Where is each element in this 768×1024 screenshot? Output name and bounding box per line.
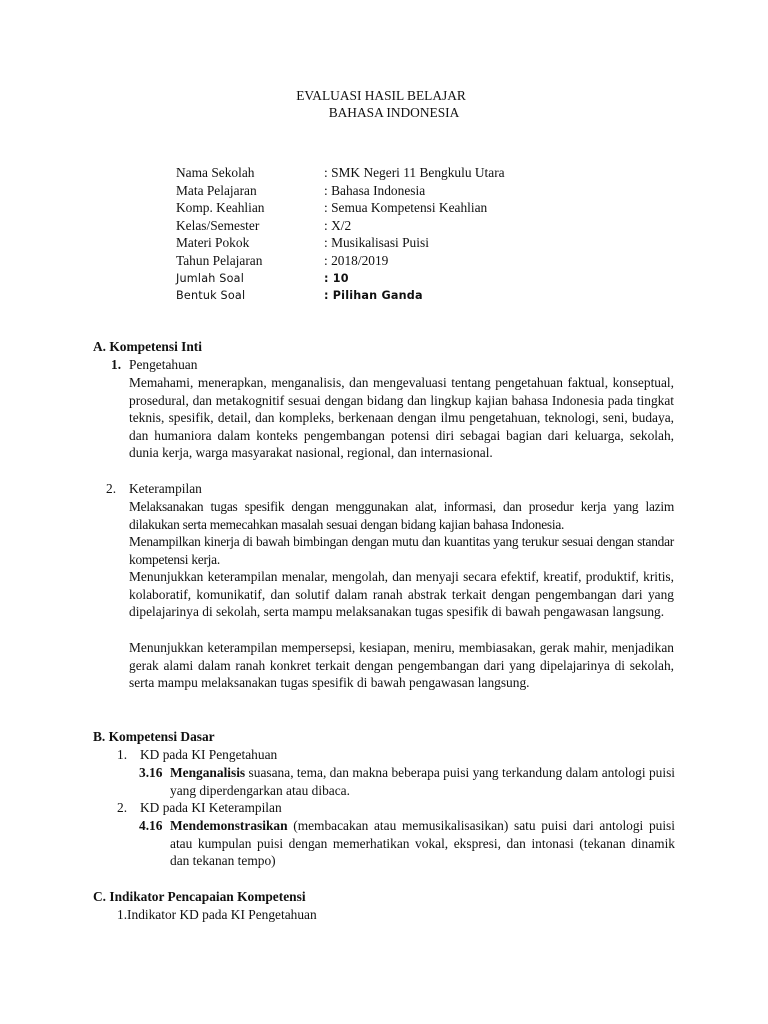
info-value: : Bahasa Indonesia [324,182,426,198]
info-label: Bentuk Soal [176,289,246,303]
kd-4-16-text [170,817,675,870]
kd-3-16-verb: Menganalisis [170,765,246,780]
info-label: Tahun Pelajaran [176,252,263,268]
kd-3-16-text [170,764,675,799]
kd-4-16-verb: Mendemonstrasikan [170,818,288,833]
section-a-heading: A. Kompetensi Inti [93,339,202,354]
info-value: : Musikalisasi Puisi [324,235,429,251]
kd-3-16-number: 3.16 [139,765,163,780]
info-row [176,287,505,305]
section-a-item2-number: 2. [106,481,117,496]
info-row [176,199,505,217]
section-b-item2-number: 2. [117,800,128,815]
info-row [176,270,505,288]
info-row [176,252,505,270]
keterampilan-paragraph-3: Menunjukkan keterampilan menalar, mengolah, dan menyaji secara efektif, kreatif, produktif, kritis, kolaboratif, komunikatif, dan solutif dalam ranah abstrak terkait dengan pengembangan dari yang dipelajarinya di sekolah, serta mampu melaksanakan tugas spesifik di bawah pengawasan langsung. [129,569,674,620]
document-subtitle: BAHASA INDONESIA [328,105,460,120]
info-value: : Pilihan Ganda [324,289,423,303]
info-label: Jumlah Soal [176,271,245,285]
section-a-item1-title: Pengetahuan [129,357,198,372]
info-value: : SMK Negeri 11 Bengkulu Utara [324,165,505,180]
kd-4-16-description: (membacakan atau memusikalisasikan) satu puisi dari antologi puisi atau kumpulan puisi dengan memerhatikan vokal, ekspresi, dan intonasi (tekanan dinamik dan tekanan tempo) [170,818,675,869]
pengetahuan-paragraph: Memahami, menerapkan, menganalisis, dan mengevaluasi tentang pengetahuan faktual, konseptual, prosedural, dan metakognitif sesuai dengan bidang dan lingkup kajian bahasa Indonesia pada tingkat teknis, spesifik, detail, dan kompleks, berkenaan dengan ilmu pengetahuan, teknologi, seni, budaya, dan humaniora dalam konteks pengembangan potensi diri sebagai bagian dari keluarga, sekolah, dunia kerja, warga masyarakat nasional, regional, dan internasional. [129,375,674,461]
section-b-heading: B. Kompetensi Dasar [93,729,215,744]
info-value: : X/2 [324,217,352,233]
kd-3-16-description: suasana, tema, dan makna beberapa puisi yang terkandung dalam antologi puisi yang diperdengarkan atau dibaca. [170,765,675,798]
info-value: : Semua Kompetensi Keahlian [324,200,488,216]
info-row [176,234,505,252]
info-label: Nama Sekolah [176,165,255,180]
section-c-heading: C. Indikator Pencapaian Kompetensi [93,889,306,904]
section-b-item2-title: KD pada KI Keterampilan [140,800,282,815]
info-label: Komp. Keahlian [176,200,265,216]
keterampilan-paragraph-1: Melaksanakan tugas spesifik dengan menggunakan alat, informasi, dan prosedur kerja yang lazim dilakukan serta memecahkan masalah sesuai dengan bidang kajian bahasa Indonesia. [129,499,674,532]
keterampilan-paragraph-2: Menampilkan kinerja di bawah bimbingan dengan mutu dan kuantitas yang terukur sesuai dengan standar kompetensi kerja. [129,534,674,567]
info-label: Kelas/Semester [176,217,260,233]
info-row [176,182,505,200]
section-a-item2-title: Keterampilan [129,481,202,496]
kd-4-16-number: 4.16 [139,818,163,833]
info-label: Mata Pelajaran [176,182,257,198]
info-label: Materi Pokok [176,235,250,251]
info-value: : 10 [324,271,349,285]
identity-table [176,164,505,305]
section-c-item1: 1.Indikator KD pada KI Pengetahuan [117,907,317,922]
section-b-item1-number: 1. [117,747,128,762]
info-row [176,164,505,182]
section-b-item1-title: KD pada KI Pengetahuan [140,747,278,762]
keterampilan-paragraph-4: Menunjukkan keterampilan mempersepsi, kesiapan, meniru, membiasakan, gerak mahir, menjadikan gerak alami dalam ranah konkret terkait dengan pengembangan dari yang dipelajarinya di sekolah, serta mampu melaksanakan tugas spesifik di bawah pengawasan langsung. [129,640,674,691]
info-row [176,217,505,235]
section-a-item1-number: 1. [111,357,122,372]
document-title: EVALUASI HASIL BELAJAR [296,88,466,103]
info-value: : 2018/2019 [324,252,389,268]
